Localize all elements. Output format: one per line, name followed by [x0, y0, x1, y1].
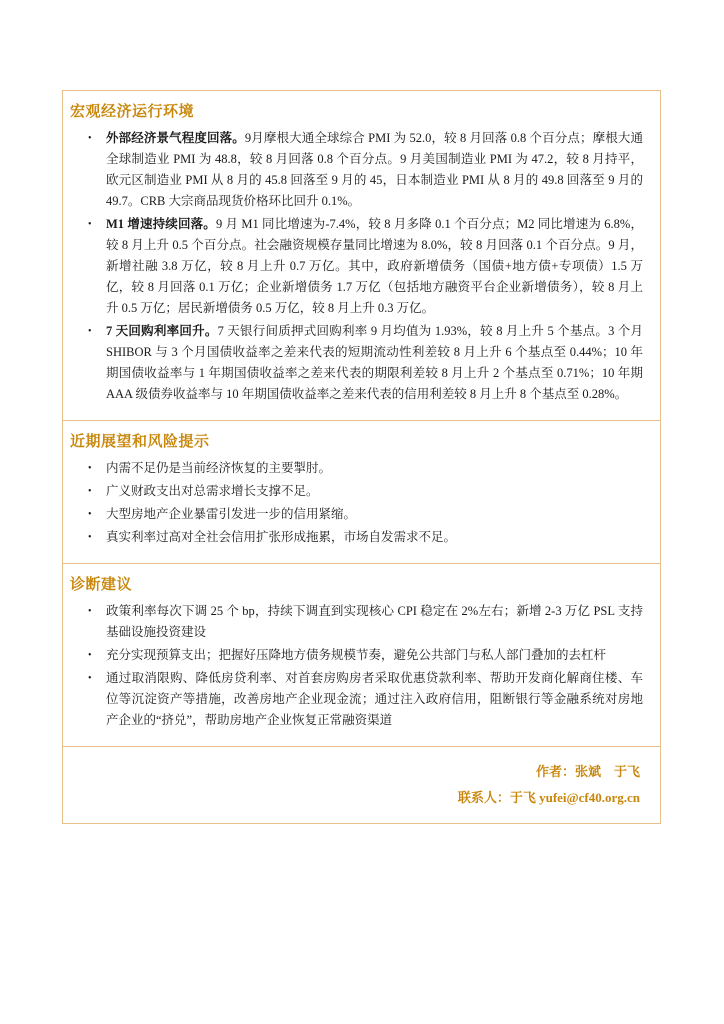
bullet-body: 通过取消限购、降低房贷利率、对首套房购房者采取优惠贷款利率、帮助开发商化解商住楼、车位等沉淀资产等措施，改善房地产企业现金流；通过注入政府信用，阻断银行等金融系统对房地产企业的“挤兑”，帮助房地产企业恢复正常融资渠道 — [106, 671, 643, 727]
bullet-body: 政策利率每次下调 25 个 bp，持续下调直到实现核心 CPI 稳定在 2%左右；新增 2-3 万亿 PSL 支持基础设施投资建设 — [106, 604, 643, 639]
bullet-body: 充分实现预算支出；把握好压降地方债务规模节奏，避免公共部门与私人部门叠加的去杠杆 — [106, 648, 607, 662]
contact-email: yufei@cf40.org.cn — [539, 790, 640, 805]
bullet-icon: • — [88, 532, 92, 543]
report-card — [62, 90, 661, 824]
list-item — [86, 601, 643, 643]
bullet-icon: • — [88, 606, 92, 617]
bullet-lead: M1 增速持续回落。 — [106, 217, 216, 231]
list-item — [86, 668, 643, 731]
bullet-text — [106, 458, 643, 479]
bullet-text — [106, 527, 643, 548]
bullet-body: 真实利率过高对全社会信用扩张形成拖累，市场自发需求不足。 — [106, 530, 457, 544]
bullet-text — [106, 645, 643, 666]
bullet-icon: • — [88, 133, 92, 144]
section-diagnosis-advice — [63, 564, 660, 747]
bullet-icon: • — [88, 326, 92, 337]
list-item — [86, 504, 643, 525]
bullet-icon: • — [88, 673, 92, 684]
bullet-text — [106, 321, 643, 405]
section-title: 近期展望和风险提示 — [70, 433, 210, 450]
list-item — [86, 321, 643, 405]
bullet-body: 9 月 M1 同比增速为-7.4%，较 8 月多降 0.1 个百分点；M2 同比增速为 6.8%，较 8 月上升 0.5 个百分点。社会融资规模存量同比增速为 8.0%，较 8 月回落 0.1 个百分点。9 月，新增社融 3.8 万亿，较 8 月上升 0.7 万亿。其中，政府新增债务（国债+地方债+专项债）1.5 万亿，较 8 月回落 0.1 万亿；企业新增债务 1.7 万亿（包括地方融资平台企业新增债务），较 8 月上升 0.5 万亿；居民新增债务 0.5 万亿，较 8 月上升 0.3 万亿。 — [106, 217, 643, 315]
bullet-text — [106, 601, 643, 643]
bullet-icon: • — [88, 219, 92, 230]
bullet-icon: • — [88, 509, 92, 520]
section-title: 宏观经济运行环境 — [70, 103, 195, 120]
bullet-text — [106, 481, 643, 502]
bullet-body: 7 天银行间质押式回购利率 9 月均值为 1.93%，较 8 月上升 5 个基点。3 个月 SHIBOR 与 3 个月国债收益率之差来代表的短期流动性利差较 8 月上升 6 个基点至 0.44%；10 年期国债收益率与 1 年期国债收益率之差来代表的期限利差较 8 月上升 2 个基点至 0.71%；10 年期 AAA 级债券收益率与 10 年期国债收益率之差来代表的信用利差较 8 月上升 8 个基点至 0.28%。 — [106, 324, 643, 401]
section-title: 诊断建议 — [70, 576, 133, 593]
list-item — [86, 458, 643, 479]
section-macro-economy — [63, 91, 660, 421]
author-line: 作者：张斌 于飞 — [535, 764, 640, 779]
bullet-body: 9月摩根大通全球综合 PMI 为 52.0，较 8 月回落 0.8 个百分点；摩根大通全球制造业 PMI 为 48.8，较 8 月回落 0.8 个百分点。9 月美国制造业 PMI 为 47.2，较 8 月持平，欧元区制造业 PMI 从 8 月的 45.8 回落至 9 月的 45，日本制造业 PMI 从 8 月的 49.8 回落至 9 月的 49.7。CRB 大宗商品现货价格环比回升 0.1%。 — [106, 131, 643, 208]
list-item — [86, 645, 643, 666]
bullet-body: 大型房地产企业暴雷引发进一步的信用紧缩。 — [106, 507, 357, 521]
list-item — [86, 214, 643, 319]
bullet-text — [106, 214, 643, 319]
bullet-body: 内需不足仍是当前经济恢复的主要掣肘。 — [106, 461, 332, 475]
bullet-icon: • — [88, 486, 92, 497]
bullet-icon: • — [88, 463, 92, 474]
contact-label: 联系人：于飞 — [457, 790, 540, 805]
bullet-text — [106, 128, 643, 212]
bullet-text — [106, 668, 643, 731]
contact-line — [70, 787, 640, 809]
author-block — [63, 747, 660, 823]
bullet-lead: 外部经济景气程度回落。 — [106, 131, 245, 145]
bullet-lead: 7 天回购利率回升。 — [106, 324, 218, 338]
bullet-text — [106, 504, 643, 525]
list-item — [86, 527, 643, 548]
bullet-icon: • — [88, 650, 92, 661]
list-item — [86, 128, 643, 212]
bullet-body: 广义财政支出对总需求增长支撑不足。 — [106, 484, 319, 498]
section-outlook-risks — [63, 421, 660, 564]
list-item — [86, 481, 643, 502]
